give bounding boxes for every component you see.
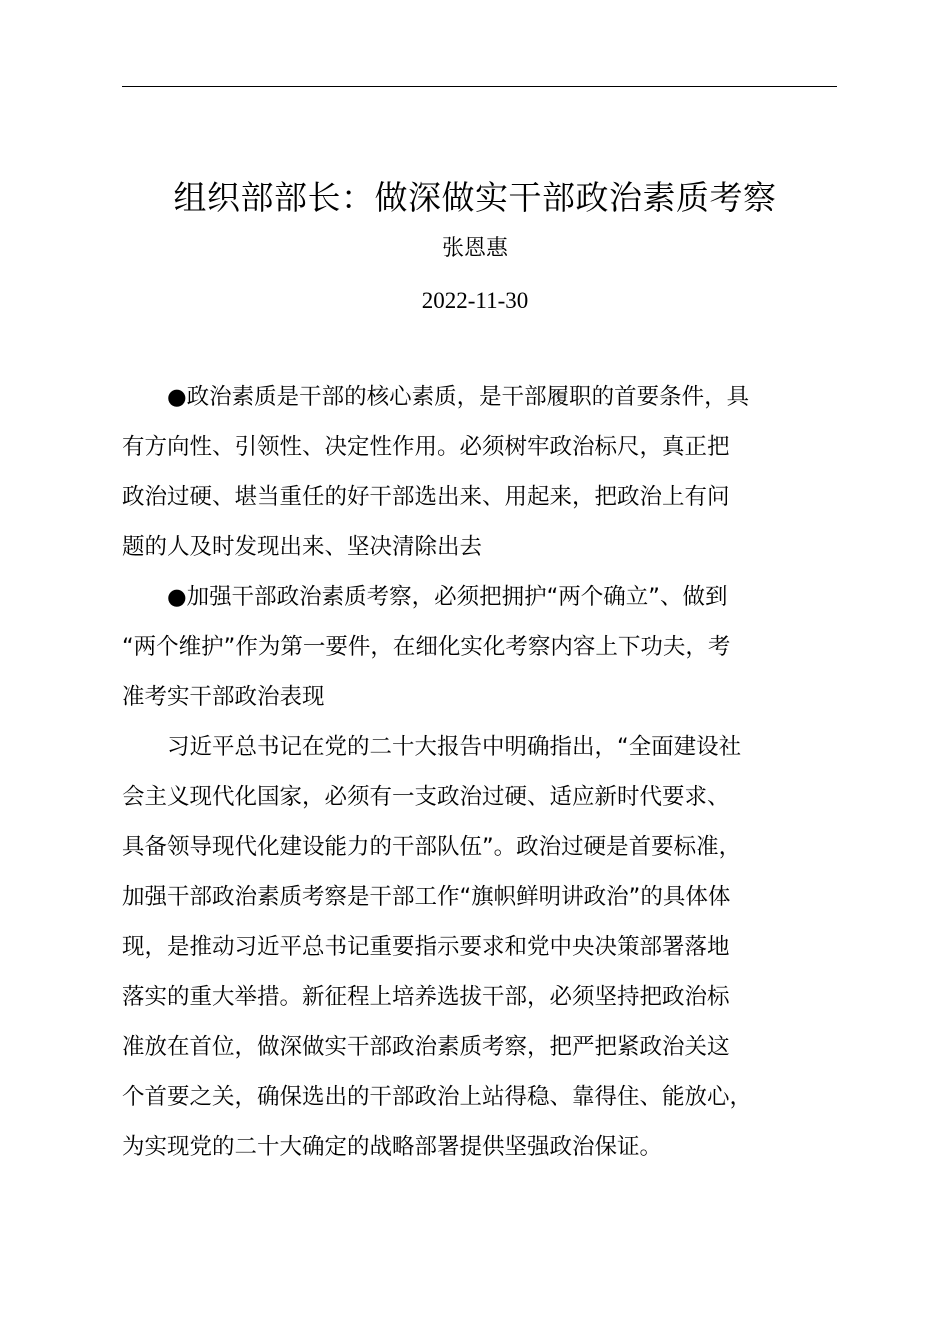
- text-line: 会主义现代化国家，必须有一支政治过硬、适应新时代要求、: [122, 784, 730, 810]
- text-line: 准考实干部政治表现: [122, 684, 325, 710]
- text-line: 题的人及时发现出来、坚决清除出去: [122, 534, 483, 560]
- text-line: 有方向性、引领性、决定性作用。必须树牢政治标尺，真正把: [122, 434, 730, 460]
- text-line: 习近平总书记在党的二十大报告中明确指出，“全面建设社: [122, 734, 742, 760]
- paragraph-summary-2: [122, 572, 837, 722]
- text-line: 准放在首位，做深做实干部政治素质考察，把严把紧政治关这: [122, 1034, 730, 1060]
- author-name: 张恩惠: [441, 236, 508, 261]
- paragraph-summary-1: [122, 372, 837, 572]
- text-line: 加强干部政治素质考察是干部工作“旗帜鲜明讲政治”的具体体: [122, 884, 731, 910]
- text-line: 现，是推动习近平总书记重要指示要求和党中央决策部署落地: [122, 934, 730, 960]
- text-line: “两个维护”作为第一要件，在细化实化考察内容上下功夫，考: [122, 634, 731, 660]
- document-title: 组织部部长：做深做实干部政治素质考察: [173, 178, 777, 217]
- header-rule: [122, 86, 837, 87]
- text-line: 具备领导现代化建设能力的干部队伍”。政治过硬是首要标准，: [122, 834, 742, 860]
- publish-date: 2022-11-30: [421, 288, 529, 313]
- paragraph-main: [122, 722, 837, 1172]
- text-line: ●加强干部政治素质考察，必须把拥护“两个确立”、做到: [122, 584, 728, 610]
- text-line: 为实现党的二十大确定的战略部署提供坚强政治保证。: [122, 1134, 663, 1160]
- article-body: [122, 372, 837, 1172]
- text-line: ●政治素质是干部的核心素质，是干部履职的首要条件，具: [122, 384, 750, 410]
- text-line: 落实的重大举措。新征程上培养选拔干部，必须坚持把政治标: [122, 984, 730, 1010]
- text-line: 个首要之关，确保选出的干部政治上站得稳、靠得住、能放心，: [122, 1084, 753, 1110]
- text-line: 政治过硬、堪当重任的好干部选出来、用起来，把政治上有问: [122, 484, 730, 510]
